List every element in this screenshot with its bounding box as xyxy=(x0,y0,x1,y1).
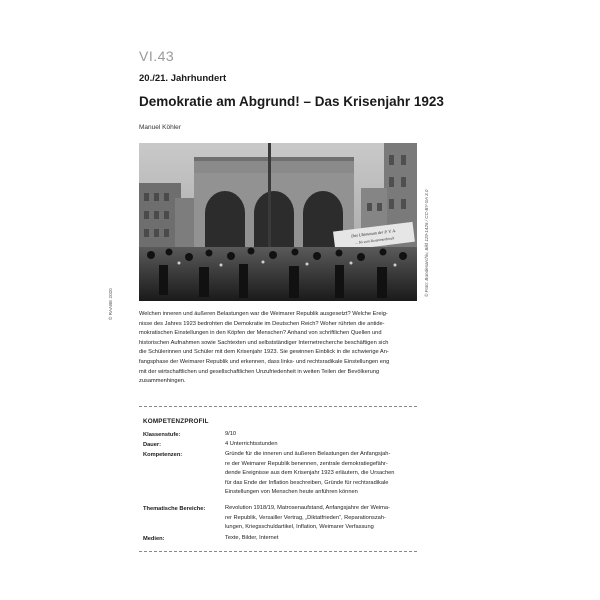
intro-line: mit der wirtschaftlichen und gesellschaftlichen Unzufriedenheit in weiten Teilen der Bevölkerung xyxy=(139,368,380,375)
intro-line: Welchen inneren und äußeren Belastungen war die Weimarer Republik ausgesetzt? Welche Ereig- xyxy=(139,311,388,317)
photo-credit: © Foto: Bundesarchiv, Bild 119-1426 / CC-BY-SA 3.0 xyxy=(424,189,429,297)
intro-line: fangsphase der Weimarer Republik und erkennen, dass links- und rechtsradikale Einstellungen eng xyxy=(139,358,390,365)
intro-line: zusammenhingen. xyxy=(139,378,186,385)
profile-value-duration: 4 Unterrichtsstunden xyxy=(225,441,278,447)
banner-line-1: Das Ultimatum der P. V. A. xyxy=(350,227,397,239)
profile-value-competences: Gründe für die inneren und äußeren Belastungen der Anfangsjah- re der Weimarer Republik benennen, zentrale demokratiegefähr- dende Ereignisse aus dem Krisenjahr 1923 erläutern, die Ursachen für das Ende der Inflation beschreiben, Gründe für rechtsradikale Einstellungen von Menschen heute anführen können xyxy=(225,451,395,495)
profile-label-media: Medien: xyxy=(143,536,165,542)
page-title: Demokratie am Abgrund! – Das Krisenjahr 1923 xyxy=(139,94,444,109)
page-code: VI.43 xyxy=(139,48,175,64)
author: Manuel Köhler xyxy=(139,124,181,131)
historical-photo xyxy=(139,143,417,301)
series-heading: 20./21. Jahrhundert xyxy=(139,73,227,84)
profile-divider-top xyxy=(139,406,417,407)
intro-line: historischen Aufnahmen sowie Sachtexten und selbstständiger Internetrecherche beschäftigen sich xyxy=(139,339,389,346)
intro-text xyxy=(139,310,419,387)
banner-line-2: … bis zum Zusammenbruch xyxy=(354,236,395,246)
intro-line: nisse des Jahres 1923 bedrohten die Demokratie im Deutschen Reich? Woher rührten die antide- xyxy=(139,320,385,327)
profile-heading: KOMPETENZPROFIL xyxy=(143,418,209,425)
profile-label-duration: Dauer: xyxy=(143,442,162,448)
profile-label-competences: Kompetenzen: xyxy=(143,452,183,458)
profile-label-grade: Klassenstufe: xyxy=(143,432,181,438)
profile-value-topics: Revolution 1918/19, Matrosenaufstand, Anfangsjahre der Weima- rer Republik, Versailler Vertrag, „Diktatfrieden“, Reparationszah- lungen, Kriegsschuldartikel, Inflation, Weimarer Verfassung xyxy=(225,505,390,530)
intro-line: die Schülerinnen und Schüler mit dem Krisenjahr 1923. Sie gewinnen Einblick in die schwierige An- xyxy=(139,349,389,356)
profile-divider-bottom xyxy=(139,551,417,552)
profile-label-topics: Thematische Bereiche: xyxy=(143,506,206,512)
copyright-notice: © RAABE 2020 xyxy=(108,288,113,320)
profile-value-media: Texte, Bilder, Internet xyxy=(225,535,279,541)
profile-value-grade: 9/10 xyxy=(225,431,237,437)
intro-line: mokratischen Einstellungen in den Köpfen der Menschen? Anhand von schriftlichen Quellen und xyxy=(139,330,382,337)
